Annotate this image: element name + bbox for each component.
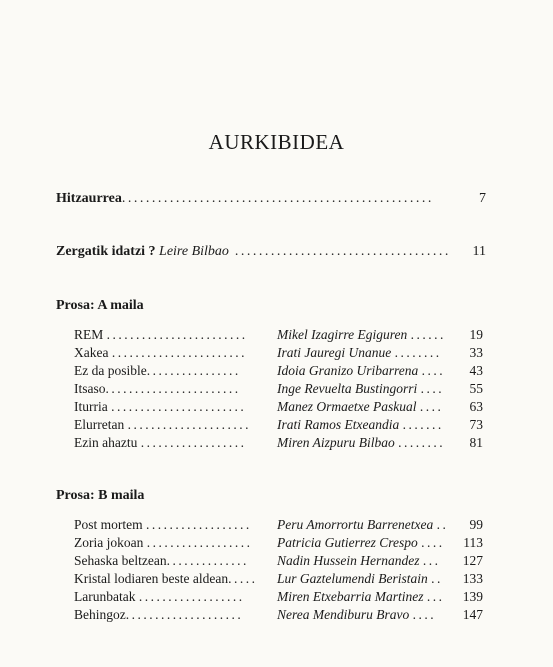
entry-author: Irati Ramos Etxeandia ....... [277, 417, 444, 432]
entry-title: Ez da posible................ [74, 363, 241, 378]
entry-title: Itsaso....................... [74, 381, 241, 396]
page-number: 113 [463, 535, 483, 550]
entry-author: Nadin Hussein Hernandez ... [277, 553, 441, 568]
entry-author: Patricia Gutierrez Crespo .... [277, 535, 445, 550]
entry-author: Nerea Mendiburu Bravo .... [277, 607, 437, 622]
toc-entry-hitzaurrea [56, 190, 486, 208]
toc-entry [0, 588, 553, 606]
toc-entry [0, 570, 553, 588]
toc-entry [0, 326, 553, 344]
entry-title: Iturria ....................... [74, 399, 247, 414]
toc-entry [0, 398, 553, 416]
page-number: 7 [479, 191, 486, 206]
toc-entry [0, 362, 553, 380]
toc-entry [0, 552, 553, 570]
entry-author: Idoia Granizo Uribarrena .... [277, 363, 446, 378]
entry-author: Lur Gaztelumendi Beristain .. [277, 571, 443, 586]
entry-author: Peru Amorrortu Barrenetxea .. [277, 517, 449, 532]
entry-title: Zoria jokoan .................. [74, 535, 253, 550]
page-number: 43 [469, 363, 483, 378]
leader-dots: .................................... [228, 244, 451, 259]
page-number: 133 [462, 571, 483, 586]
entry-author: Miren Aizpuru Bilbao ........ [277, 435, 446, 450]
page-number: 11 [472, 244, 486, 259]
page-number: 81 [469, 435, 483, 450]
page-number: 33 [469, 345, 483, 360]
toc-entry [0, 380, 553, 398]
toc-entry [0, 534, 553, 552]
page-number: 127 [462, 553, 483, 568]
entry-author: Mikel Izagirre Egiguren ...... [277, 327, 446, 342]
entry-author: Leire Bilbao [159, 244, 229, 259]
page-number: 55 [469, 381, 483, 396]
entry-author: Inge Revuelta Bustingorri .... [277, 381, 445, 396]
page-number: 63 [469, 399, 483, 414]
toc-entry-zergatik [56, 243, 486, 261]
section-heading-b: Prosa: B maila [56, 488, 145, 503]
entry-title: Zergatik idatzi ? [56, 244, 160, 259]
toc-entry [0, 416, 553, 434]
entry-title: Post mortem .................. [74, 517, 252, 532]
toc-entry [0, 606, 553, 624]
page-number: 73 [469, 417, 483, 432]
page-number: 139 [462, 589, 483, 604]
entry-title: Ezin ahaztu .................. [74, 435, 247, 450]
page-number: 99 [469, 517, 483, 532]
section-heading-a: Prosa: A maila [56, 298, 144, 313]
entry-title: Elurretan ..................... [74, 417, 251, 432]
entry-author: Manez Ormaetxe Paskual .... [277, 399, 444, 414]
page-title: AURKIBIDEA [208, 130, 345, 154]
leader-dots: .................................................... [121, 191, 434, 206]
entry-title: Hitzaurrea [56, 191, 122, 206]
entry-title: Kristal lodiaren beste aldean..... [74, 571, 258, 586]
page-number: 147 [462, 607, 483, 622]
entry-author: Miren Etxebarria Martinez ... [277, 589, 445, 604]
page-number: 19 [469, 327, 483, 342]
entry-title: Behingoz.................... [74, 607, 244, 622]
entry-title: Sehaska beltzean.............. [74, 553, 249, 568]
toc-entry [0, 516, 553, 534]
toc-entry [0, 344, 553, 362]
entry-title: REM ........................ [74, 327, 248, 342]
entry-title: Xakea ....................... [74, 345, 247, 360]
toc-entry [0, 434, 553, 452]
entry-title: Larunbatak .................. [74, 589, 245, 604]
entry-author: Irati Jauregi Unanue ........ [277, 345, 442, 360]
